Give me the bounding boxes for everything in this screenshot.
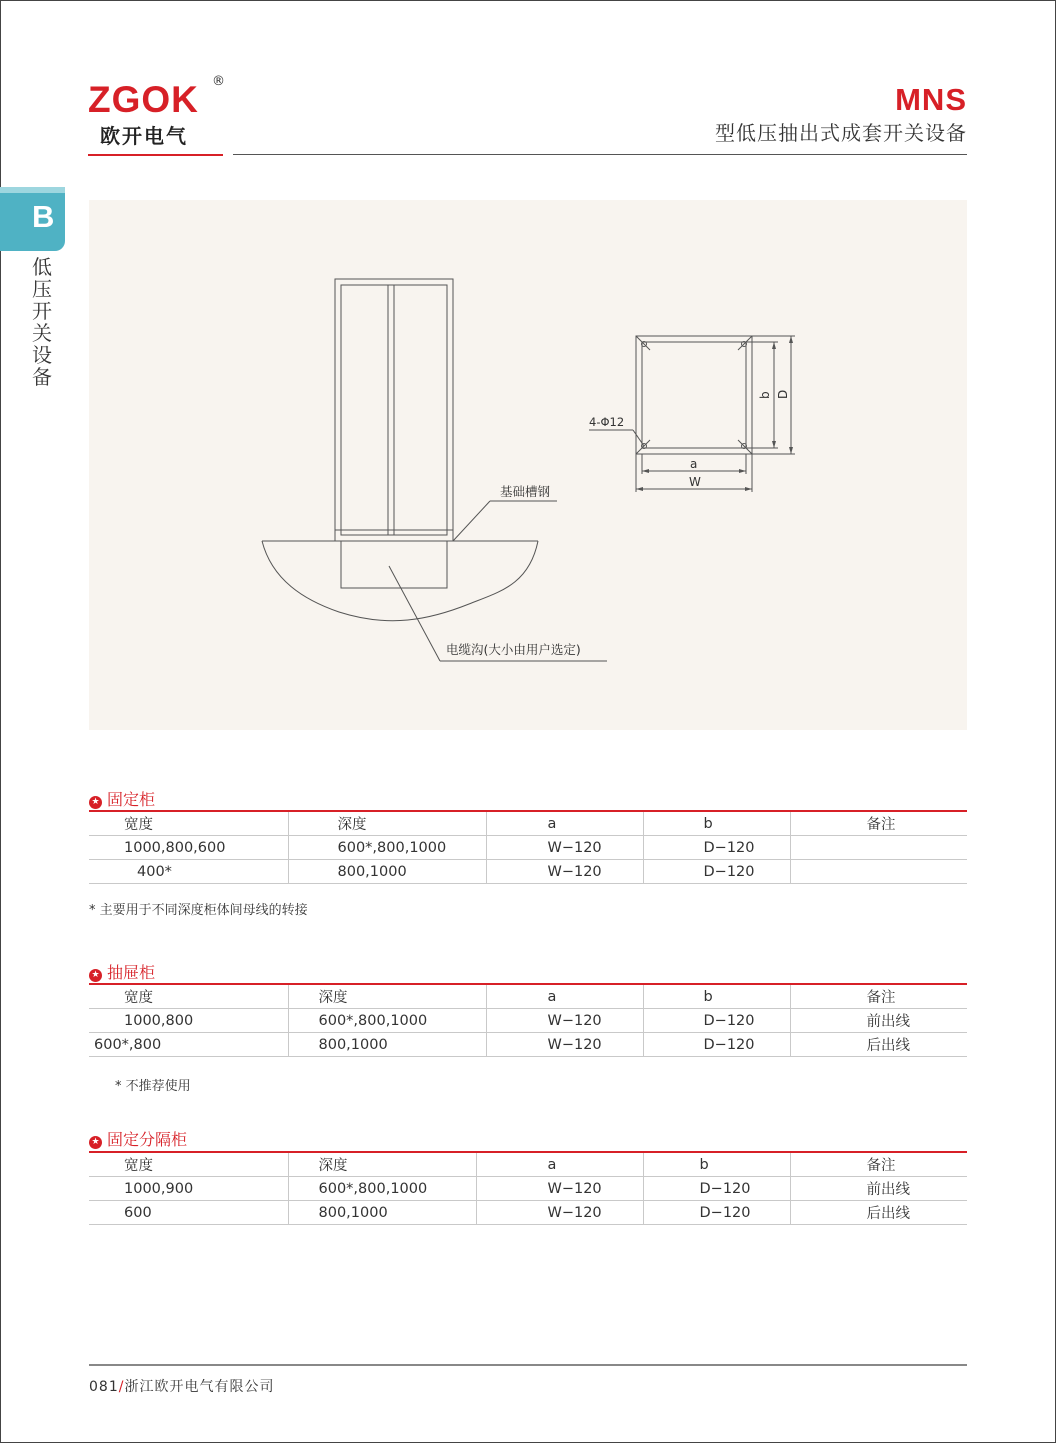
brand-logo bbox=[88, 74, 225, 149]
section-letter: B bbox=[32, 199, 55, 234]
table-row: 600 800,1000 W−120 D−120 后出线 bbox=[89, 1201, 967, 1225]
table-header-row bbox=[89, 811, 967, 836]
label-dim-a: a bbox=[690, 457, 698, 471]
table-row: 400* 800,1000 W−120 D−120 bbox=[89, 860, 967, 884]
section-label: 低压开关设备 bbox=[32, 255, 52, 389]
header-depth: 深度 bbox=[288, 811, 486, 836]
header-width: 宽度 bbox=[89, 811, 288, 836]
label-dim-W: W bbox=[689, 475, 701, 489]
product-subtitle: 型低压抽出式成套开关设备 bbox=[715, 121, 967, 145]
section-title-drawer bbox=[89, 960, 155, 983]
cable-trench bbox=[341, 541, 447, 588]
section-title-text: 固定柜 bbox=[107, 790, 156, 809]
company-name: 浙江欧开电气有限公司 bbox=[124, 1379, 275, 1395]
spec-table-drawer bbox=[89, 983, 967, 1057]
header-remark: 备注 bbox=[790, 811, 967, 836]
diagram-drawing bbox=[89, 200, 967, 730]
section-title-fixed bbox=[89, 787, 155, 810]
label-cable-trench: 电缆沟(大小由用户选定) bbox=[446, 642, 581, 657]
header-a: a bbox=[486, 811, 643, 836]
footer-separator: / bbox=[118, 1379, 125, 1395]
label-dim-b: b bbox=[758, 391, 772, 399]
section-title-fixed-partition bbox=[89, 1127, 187, 1150]
section-tab-highlight bbox=[0, 187, 65, 193]
label-holes: 4-Φ12 bbox=[589, 415, 625, 429]
table-header-row: 宽度 深度 a b 备注 bbox=[89, 1152, 967, 1177]
mounting-holes bbox=[636, 336, 752, 454]
table-row: 1000,800 600*,800,1000 W−120 D−120 前出线 bbox=[89, 1009, 967, 1033]
section-title-text: 固定分隔柜 bbox=[107, 1130, 188, 1149]
label-dim-D: D bbox=[776, 389, 790, 399]
table-header-row: 宽度 深度 a b 备注 bbox=[89, 984, 967, 1009]
page-footer bbox=[89, 1376, 274, 1396]
star-icon: ★ bbox=[89, 969, 102, 982]
spec-table-fixed-partition bbox=[89, 1151, 967, 1225]
soil-outline bbox=[262, 541, 538, 621]
note-fixed: * 主要用于不同深度柜体间母线的转接 bbox=[89, 903, 308, 918]
base-plan-inner bbox=[642, 342, 746, 448]
logo-underline bbox=[88, 154, 223, 156]
base-plan-outline bbox=[636, 336, 752, 454]
header-divider bbox=[233, 154, 967, 155]
label-channel-steel: 基础槽钢 bbox=[500, 484, 551, 499]
note-drawer: * 不推荐使用 bbox=[115, 1079, 191, 1094]
table-row: 600*,800 800,1000 W−120 D−120 后出线 bbox=[89, 1033, 967, 1057]
header-b: b bbox=[643, 811, 790, 836]
footer-divider bbox=[89, 1364, 967, 1366]
brand-name: ZGOK bbox=[88, 79, 199, 120]
star-icon: ★ bbox=[89, 796, 102, 809]
section-title-text: 抽屉柜 bbox=[107, 963, 156, 982]
brand-cn-name: 欧开电气 bbox=[100, 124, 188, 148]
installation-diagram bbox=[89, 200, 967, 730]
table-row: 1000,900 600*,800,1000 W−120 D−120 前出线 bbox=[89, 1177, 967, 1201]
table-row: 1000,800,600 600*,800,1000 W−120 D−120 bbox=[89, 836, 967, 860]
registered-mark: ® bbox=[212, 74, 225, 89]
product-title: MNS bbox=[895, 82, 967, 117]
spec-table-fixed bbox=[89, 810, 967, 884]
star-icon: ★ bbox=[89, 1136, 102, 1149]
page-number: 081 bbox=[89, 1379, 119, 1395]
